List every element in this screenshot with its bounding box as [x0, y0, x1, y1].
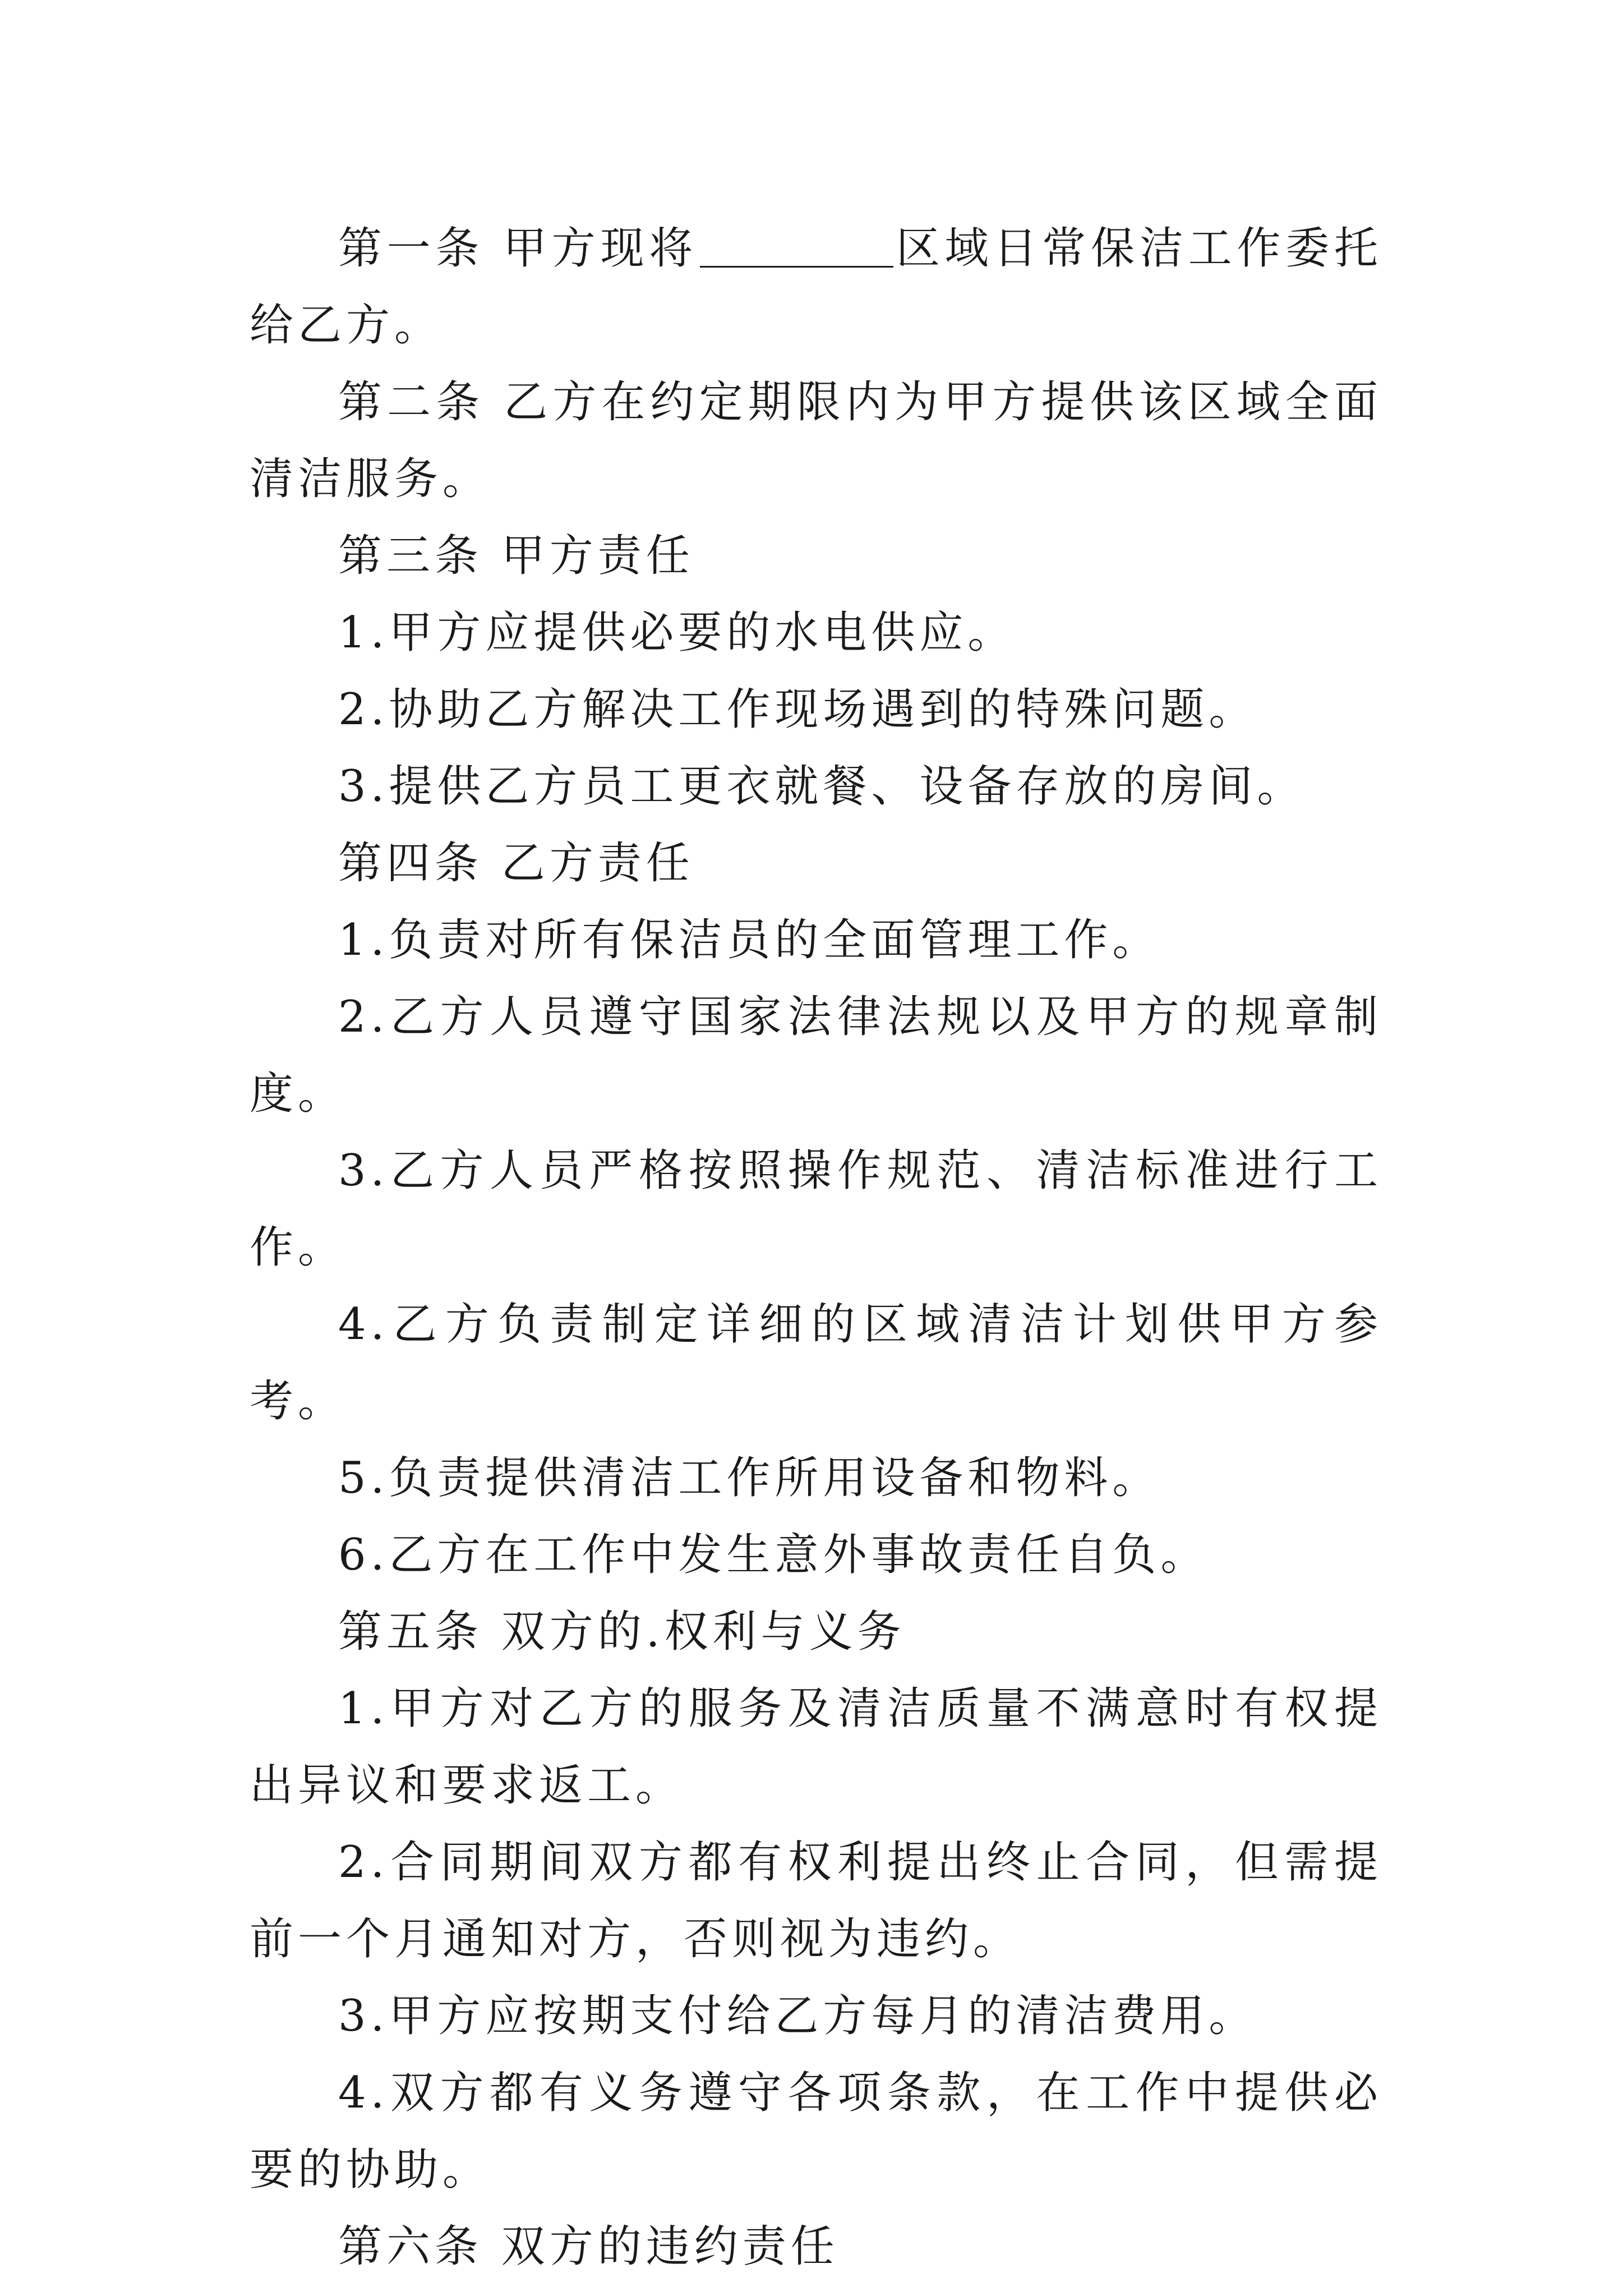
article-2: 第二条 乙方在约定期限内为甲方提供该区域全面清洁服务。 — [250, 377, 1382, 504]
article-3-heading: 第三条 甲方责任 — [338, 531, 694, 581]
article-5-heading: 第五条 双方的.权利与义务 — [338, 1607, 906, 1657]
article-3-item-2: 2.协助乙方解决工作现场遇到的特殊问题。 — [338, 684, 1257, 735]
article-4-item-5: 5.负责提供清洁工作所用设备和物料。 — [338, 1453, 1161, 1503]
article-4-item-6: 6.乙方在工作中发生意外事故责任自负。 — [338, 1530, 1209, 1580]
article-1 — [250, 210, 1382, 364]
article-5-item-2: 2.合同期间双方都有权利提出终止合同，但需提前一个月通知对方，否则视为违约。 — [250, 1837, 1382, 1964]
article-1-text-after: 区域日常保洁工作委托给乙方。 — [250, 223, 1382, 351]
article-6-heading: 第六条 双方的违约责任 — [338, 2221, 839, 2272]
fill-in-blank — [700, 265, 893, 268]
document-body — [250, 210, 1382, 2285]
article-5-item-3: 3.甲方应按期支付给乙方每月的清洁费用。 — [338, 1991, 1257, 2041]
article-4-item-1: 1.负责对所有保洁员的全面管理工作。 — [338, 915, 1161, 965]
article-5-item-1: 1.甲方对乙方的服务及清洁质量不满意时有权提出异议和要求返工。 — [250, 1683, 1382, 1811]
article-4-item-4: 4.乙方负责制定详细的区域清洁计划供甲方参考。 — [250, 1299, 1382, 1427]
article-5-item-4: 4.双方都有义务遵守各项条款，在工作中提供必要的协助。 — [250, 2068, 1382, 2195]
article-4-heading: 第四条 乙方责任 — [338, 838, 694, 889]
article-4-item-2: 2.乙方人员遵守国家法律法规以及甲方的规章制度。 — [250, 992, 1382, 1119]
article-1-text-before: 第一条 甲方现将 — [338, 223, 698, 274]
article-4-item-3: 3.乙方人员严格按照操作规范、清洁标准进行工作。 — [250, 1145, 1382, 1273]
article-3-item-3: 3.提供乙方员工更衣就餐、设备存放的房间。 — [338, 761, 1306, 812]
article-3-item-1: 1.甲方应提供必要的水电供应。 — [338, 608, 1016, 658]
